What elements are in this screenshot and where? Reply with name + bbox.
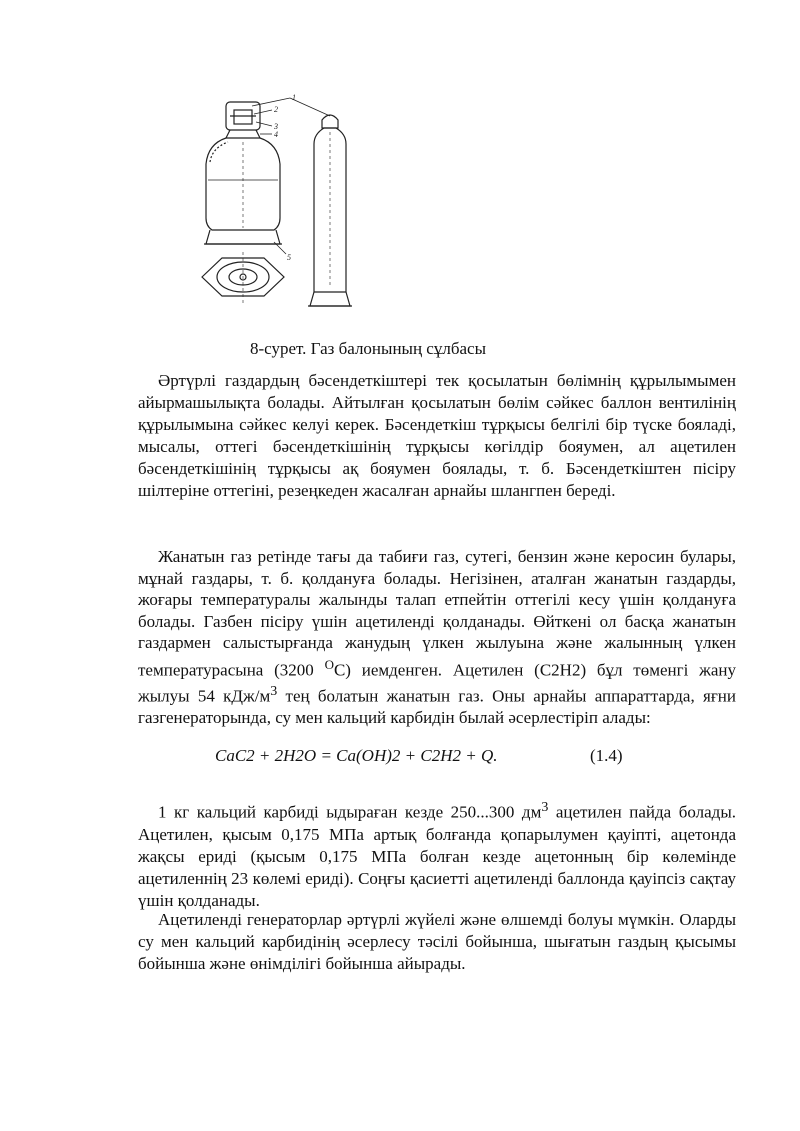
cubic-superscript-2: 3 — [541, 800, 549, 815]
formula-number: (1.4) — [590, 746, 623, 765]
valve-body — [234, 110, 252, 124]
paragraph-3-text-a: 1 кг кальций карбиді ыдыраған кезде 250...300 дм — [158, 802, 542, 822]
paragraph-2-text-b: С) иемденген. Ацетилен (С2Н2) бұл төменгі жану жылуы 54 кДж/м — [138, 660, 736, 706]
chemical-formula: CaC2 + 2H2O = Ca(OH)2 + C2H2 + Q. — [215, 746, 498, 765]
paragraph-1: Әртүрлі газдардың бәсендеткіштері тек қосылатын бөлімнің құрылымымен айырмашылықта болады. Айтылған қосылатын бөлім сәйкес баллон вентилінің құрылымына сәйкес келуі керек. Бәсендеткіш тұрқысы белгілі бір түске бояладі, мысалы, оттегі бәсендеткішінің тұрқысы көгілдір бояумен, ал ацетилен бәсендеткішінің тұрқысы ақ бояумен боялады, т. б. Бәсендеткіштен пісіру шілтеріне оттегіні, резеңкеден жасалған арнайы шлангпен береді. — [138, 371, 736, 500]
callout-2: 2 — [274, 105, 278, 114]
gas-cylinder-diagram — [190, 92, 380, 328]
paragraph-3 — [138, 797, 736, 912]
cubic-superscript: 3 — [270, 683, 278, 699]
paragraph-3-text-b: ацетилен пайда болады. Ацетилен, қысым 0,175 МПа артық болғанда қопарылумен қауіпті, ацетонда жақсы ериді (қысым 0,175 МПа болған кезде ацетонның бір көлемінде ацетиленнің 23 көлемі ериді). Соңғы қасиетті ацетиленді баллонда қауіпсіз сақтау үшін қолданады. — [138, 802, 736, 910]
cylinder-neck — [226, 130, 260, 138]
callout-4: 4 — [274, 130, 278, 139]
callout-5: 5 — [287, 253, 291, 262]
callout-1: 1 — [292, 93, 296, 102]
callout-3: 3 — [274, 122, 278, 131]
degree-symbol: О — [324, 656, 334, 672]
paragraph-2-text-c: тең болатын жанатын газ. Оны арнайы аппараттарда, яғни газгенераторында, су мен кальций карбидін былай әсерлестіріп алады: — [138, 686, 736, 727]
paragraph-2-text-a: Жанатын газ ретінде тағы да табиғи газ, сутегі, бензин және керосин булары, мұнай газдары, т. б. қолдануға болады. Негізінен, аталған жанатын газдарды, жоғары температуралы жалынды талап етпейтін оттегілі кесу үшін қолдануға болады. Газбен пісіру үшін ацетиленді қолданады. Өйткені ол басқа жанатын газдармен салыстырғанда жанудың үлкен жылуына және жалынның үлкен температурасына (3200 — [138, 547, 736, 680]
paragraph-4: Ацетиленді генераторлар әртүрлі жүйелі және өлшемді болуы мүмкін. Оларды су мен кальций карбидінің әсерлесу тәсілі бойынша, шығатын газдың қысымы бойынша және өнімділігі бойынша айырады. — [138, 910, 736, 973]
figure-caption: 8-сурет. Газ балонының сұлбасы — [250, 339, 486, 358]
tall-cylinder-shoe — [310, 292, 350, 306]
paragraph-2 — [138, 546, 736, 728]
cylinder-shoe — [206, 230, 280, 244]
tall-cylinder-cap — [322, 115, 338, 128]
